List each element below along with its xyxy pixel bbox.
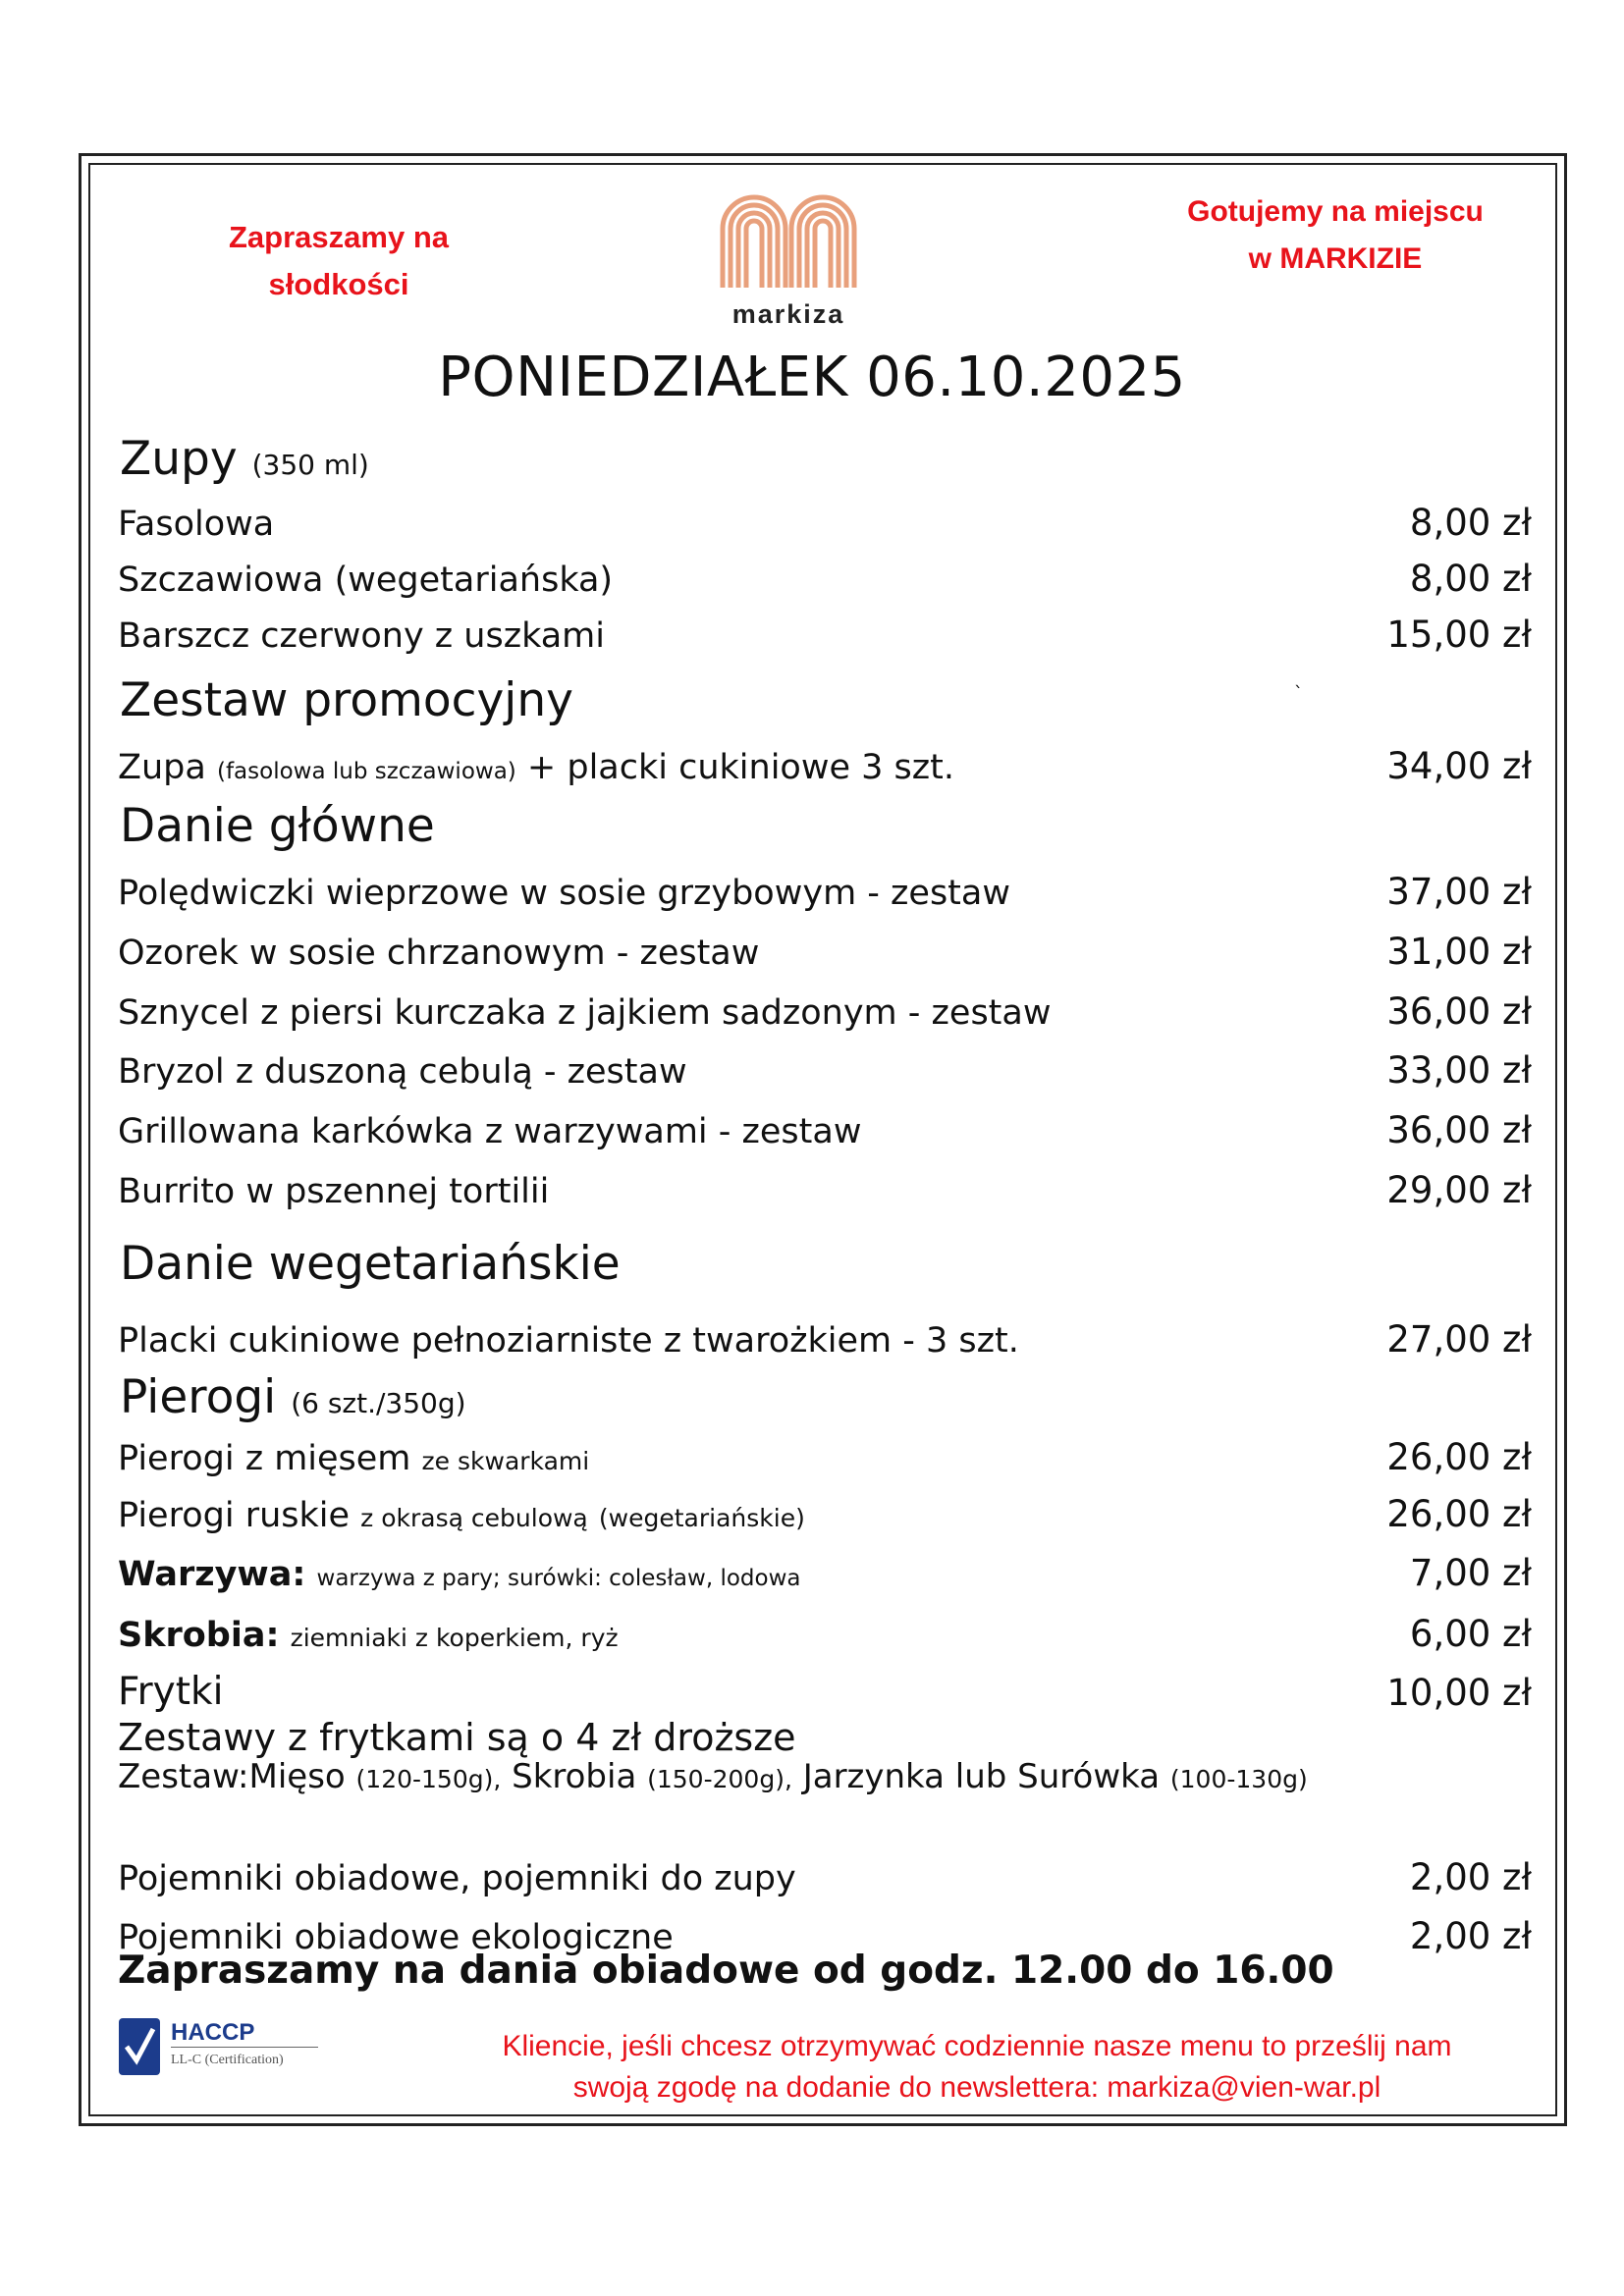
- newsletter-note: [412, 2026, 1542, 2109]
- item-name: [118, 1439, 589, 1478]
- section-pierogi-title: Pierogi: [120, 1370, 277, 1424]
- item-price: 2,00 zł: [1409, 1856, 1532, 1898]
- item-name: Barszcz czerwony z uszkami: [118, 616, 605, 656]
- item-name: Bryzol z duszoną cebulą - zestaw: [118, 1052, 687, 1092]
- item-price: 29,00 zł: [1386, 1169, 1532, 1211]
- promo-set-soup-options: (fasolowa lub szczawiowa): [216, 759, 516, 784]
- section-vegetarian: Danie wegetariańskie: [120, 1237, 621, 1291]
- promo-set-soup: Zupa: [118, 748, 206, 787]
- set-meat: Zestaw:Mięso: [118, 1757, 346, 1796]
- menu-row: [118, 1425, 1532, 1478]
- item-name: Szczawiowa (wegetariańska): [118, 561, 614, 600]
- menu-row: [118, 920, 1532, 973]
- item-name: [118, 748, 954, 787]
- set-meat-weight: (120-150g),: [355, 1765, 502, 1793]
- item-name: Polędwiczki wieprzowe w sosie grzybowym - zestaw: [118, 874, 1010, 913]
- pierogi-meat: Pierogi z mięsem: [118, 1439, 411, 1478]
- menu-row: [118, 1158, 1532, 1211]
- set-veg-weight: (100-130g): [1169, 1765, 1308, 1793]
- item-price: 37,00 zł: [1386, 871, 1532, 913]
- menu-row: [118, 1602, 1532, 1655]
- cooking-promo: [1149, 188, 1522, 283]
- haccp-title: HACCP: [171, 2019, 255, 2046]
- item-price: 6,00 zł: [1409, 1613, 1532, 1655]
- menu-row: [118, 1308, 1532, 1361]
- menu-row: [118, 1845, 1532, 1898]
- item-price: 2,00 zł: [1409, 1915, 1532, 1957]
- item-name: Grillowana karkówka z warzywami - zestaw: [118, 1112, 862, 1151]
- markiza-logo: [715, 189, 862, 332]
- set-composition: [118, 1757, 1308, 1796]
- haccp-badge: [118, 2017, 324, 2078]
- section-pierogi-subtitle: (6 szt./350g): [291, 1387, 466, 1419]
- logo-wordmark: markiza: [731, 299, 845, 329]
- item-name: [118, 1496, 805, 1535]
- menu-row: [118, 1039, 1532, 1092]
- item-price: 36,00 zł: [1386, 1109, 1532, 1151]
- menu-row: [118, 1661, 1532, 1714]
- item-name: Pojemniki obiadowe, pojemniki do zupy: [118, 1859, 796, 1898]
- page-title: PONIEDZIAŁEK 06.10.2025: [438, 346, 1186, 409]
- menu-row: [118, 547, 1532, 600]
- item-name: [118, 1616, 619, 1655]
- item-price: 34,00 zł: [1386, 745, 1532, 787]
- menu-row: [118, 491, 1532, 544]
- item-name: Burrito w pszennej tortilii: [118, 1172, 550, 1211]
- section-soups-title: Zupy: [120, 432, 238, 486]
- menu-row: [118, 980, 1532, 1033]
- cooking-promo-line-2: w MARKIZIE: [1248, 242, 1423, 275]
- item-price: 26,00 zł: [1386, 1493, 1532, 1535]
- item-price: 7,00 zł: [1409, 1552, 1532, 1594]
- section-pierogi: [120, 1370, 466, 1424]
- item-price: 31,00 zł: [1386, 931, 1532, 973]
- vegetables-desc: warzywa z pary; surówki: colesław, lodowa: [316, 1566, 801, 1591]
- item-price: 36,00 zł: [1386, 990, 1532, 1033]
- markiza-logo-icon: [715, 189, 862, 293]
- item-price: 26,00 zł: [1386, 1436, 1532, 1478]
- pierogi-meat-topping: ze skwarkami: [421, 1447, 590, 1475]
- menu-row: [118, 1541, 1532, 1594]
- item-price: 8,00 zł: [1409, 558, 1532, 600]
- menu-row: [118, 603, 1532, 656]
- opening-hours-invite: Zapraszamy na dania obiadowe od godz. 12.00 do 16.00: [118, 1949, 1334, 1993]
- promo-set-addon: + placki cukiniowe 3 szt.: [526, 748, 954, 787]
- item-price: 8,00 zł: [1409, 502, 1532, 544]
- fries-note: Zestawy z frytkami są o 4 zł droższe: [118, 1716, 796, 1759]
- menu-row: [118, 860, 1532, 913]
- set-starch-weight: (150-200g),: [647, 1765, 792, 1793]
- item-name: Sznycel z piersi kurczaka z jajkiem sadzonym - zestaw: [118, 993, 1052, 1033]
- item-price: 33,00 zł: [1386, 1049, 1532, 1092]
- section-promo-set: Zestaw promocyjny: [120, 673, 573, 727]
- stray-mark: `: [1294, 683, 1303, 704]
- item-name: Fasolowa: [118, 505, 275, 544]
- sweets-promo: Zapraszamy na słodkości: [229, 220, 449, 301]
- section-soups: [120, 432, 369, 486]
- section-soups-subtitle: (350 ml): [251, 449, 369, 481]
- menu-row: [118, 1482, 1532, 1535]
- set-starch: Skrobia: [512, 1757, 637, 1796]
- newsletter-line-2: swoją zgodę na dodanie do newslettera: markiza@vien-war.pl: [572, 2071, 1381, 2104]
- pierogi-ruskie: Pierogi ruskie: [118, 1496, 351, 1535]
- item-name: Placki cukiniowe pełnoziarniste z twarożkiem - 3 szt.: [118, 1321, 1019, 1361]
- item-name: Pojemniki obiadowe ekologiczne: [118, 1918, 674, 1957]
- pierogi-ruskie-note: (wegetariańskie): [598, 1504, 805, 1532]
- pierogi-ruskie-topping: z okrasą cebulową: [360, 1504, 588, 1532]
- starch-desc: ziemniaki z koperkiem, ryż: [290, 1624, 619, 1652]
- vegetables-label: Warzywa:: [118, 1555, 306, 1594]
- set-veg: Jarzynka lub Surówka: [802, 1757, 1161, 1796]
- item-name: [118, 1555, 801, 1594]
- cooking-promo-line-1: Gotujemy na miejscu: [1187, 195, 1484, 228]
- starch-label: Skrobia:: [118, 1616, 280, 1655]
- haccp-check-icon: [118, 2017, 161, 2076]
- item-price: 27,00 zł: [1386, 1318, 1532, 1361]
- item-name: Frytki: [118, 1670, 224, 1714]
- haccp-subtitle: LL-C (Certification): [171, 2053, 284, 2067]
- menu-row: [118, 734, 1532, 787]
- item-name: Ozorek w sosie chrzanowym - zestaw: [118, 934, 760, 973]
- item-price: 15,00 zł: [1386, 614, 1532, 656]
- section-mains: Danie główne: [120, 799, 435, 853]
- newsletter-line-1: Kliencie, jeśli chcesz otrzymywać codziennie nasze menu to prześlij nam: [502, 2030, 1452, 2062]
- item-price: 10,00 zł: [1386, 1672, 1532, 1714]
- menu-row: [118, 1098, 1532, 1151]
